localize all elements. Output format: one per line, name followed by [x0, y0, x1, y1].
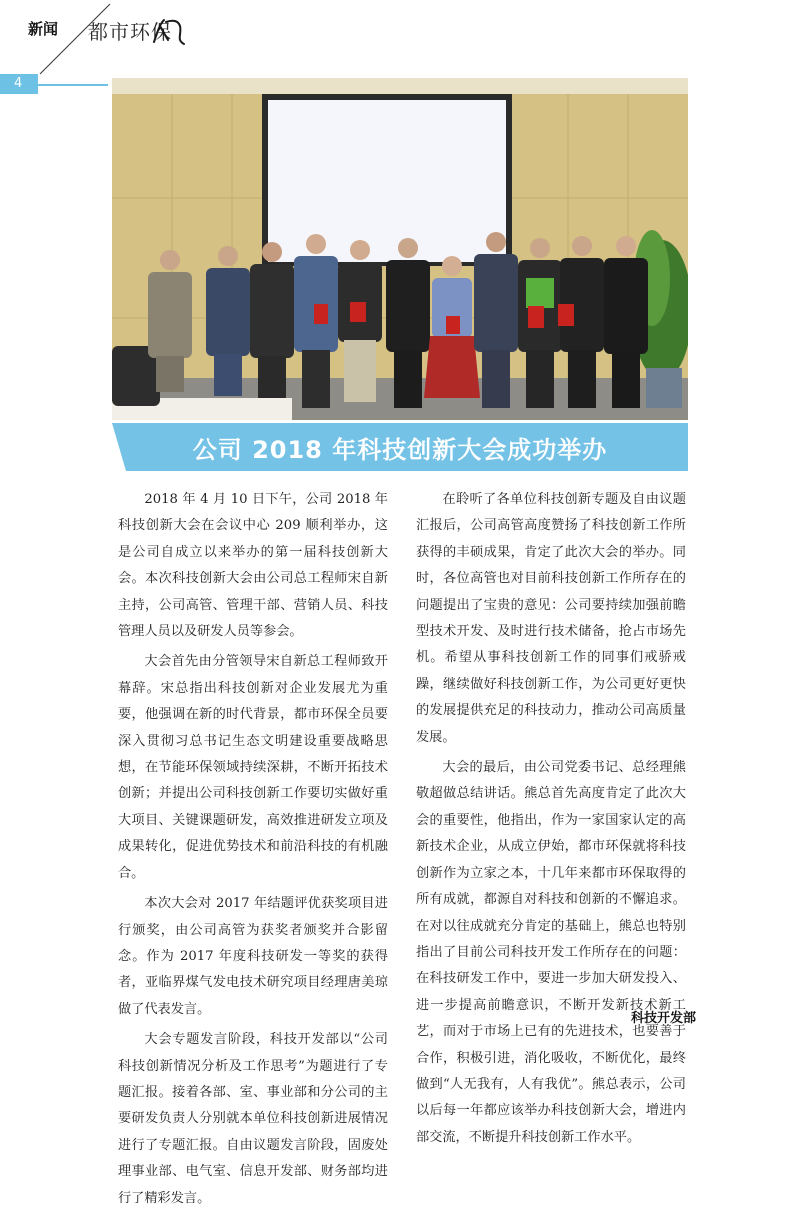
article-column-right — [416, 487, 686, 1155]
group-photo-illustration — [112, 78, 688, 420]
brand-calligraphy-logo — [150, 16, 190, 48]
header-rule — [38, 84, 108, 86]
paragraph: 大会首先由分管领导宋自新总工程师致开幕辞。宋总指出科技创新对企业发展尤为重要，他强调在新的时代背景，都市环保全员要深入贯彻习总书记生态文明建设重要战略思想，在节能环保领域持续深耕，不断开拓技术创新；并提出公司科技创新工作要切实做好重大项目、关键课题研发，高效推进研发立项及成果转化，促进优势技术和前沿科技的有机融合。 — [118, 654, 388, 881]
author-signature: 科技开发部 — [630, 1011, 696, 1026]
paragraph: 在聆听了各单位科技创新专题及自由议题汇报后，公司高管高度赞扬了科技创新工作所获得的丰硕成果，肯定了此次大会的举办。同时，各位高管也对目前科技创新工作所存在的问题提出了宝贵的意见：公司要持续加强前瞻型技术开发、及时进行技术储备，抢占市场先机。希望从事科技创新工作的同事们戒骄戒躁，继续做好科技创新工作，为公司更好更快的发展提供充足的科技动力，推动公司高质量发展。 — [416, 492, 686, 745]
page-number: 4 — [14, 76, 23, 91]
paragraph: 大会专题发言阶段，科技开发部以“公司科技创新情况分析及工作思考”为题进行了专题汇报。接着各部、室、事业部和分公司的主要研发负责人分别就本单位科技创新进展情况进行了专题汇报。自由议题发言阶段，固废处理事业部、电气室、信息开发部、财务部均进行了精彩发言。 — [118, 1032, 388, 1206]
section-label: 新闻 — [28, 20, 59, 38]
article-title: 公司 2018 年科技创新大会成功举办 — [192, 436, 608, 464]
group-photo — [112, 78, 688, 420]
page-number-tab — [0, 74, 38, 94]
paragraph: 大会的最后，由公司党委书记、总经理熊敬超做总结讲话。熊总首先高度肯定了此次大会的重要性，他指出，作为一家国家认定的高新技术企业，从成立伊始，都市环保就将科技创新作为立家之本，十几年来都市环保取得的所有成就，都源自对科技和创新的不懈追求。在对以往成就充分肯定的基础上，熊总也特别指出了目前公司科技开发工作所存在的问题：在科技研发工作中，要进一步加大研发投入、进一步提高前瞻意识，不断开发新技术新工艺，而对于市场上已有的先进技术，也要善于合作，积极引进，消化吸收，不断优化，最终做到“人无我有，人有我优”。熊总表示，公司以后每一年都应该举办科技创新大会，增进内部交流，不断提升科技创新工作水平。 — [416, 760, 686, 1145]
paragraph: 2018 年 4 月 10 日下午，公司 2018 年科技创新大会在会议中心 209 顺利举办，这是公司自成立以来举办的第一届科技创新大会。本次科技创新大会由公司总工程师宋自新主持，公司高管、管理干部、营销人员、科技管理人员以及研发人员等参会。 — [118, 492, 388, 640]
paragraph: 本次大会对 2017 年结题评优获奖项目进行颁奖，由公司高管为获奖者颁奖并合影留念。作为 2017 年度科技研发一等奖的获得者，亚临界煤气发电技术研究项目经理唐美琼做了代表发言。 — [118, 896, 388, 1017]
banner-notch — [112, 423, 126, 471]
article-column-left — [118, 487, 388, 1216]
brand-name: 都市环保 — [88, 20, 172, 44]
title-banner — [112, 423, 688, 471]
